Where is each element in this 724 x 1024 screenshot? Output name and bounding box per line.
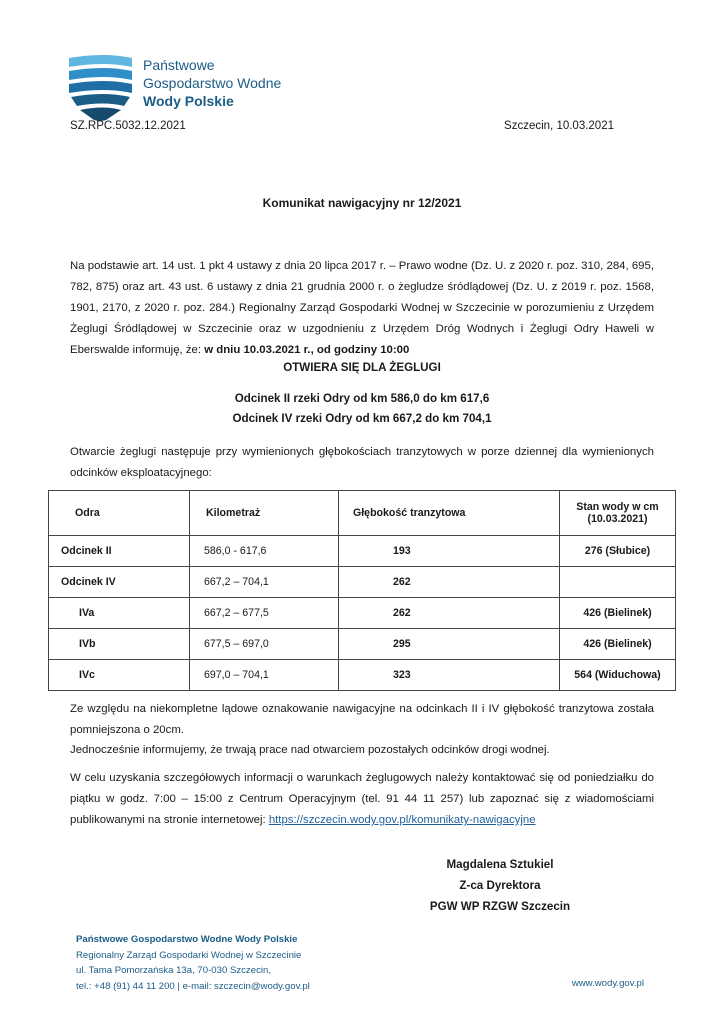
logo-wordmark — [143, 56, 281, 110]
footer-address — [76, 932, 310, 994]
signature-block — [380, 854, 620, 917]
section-line-2: Odcinek IV rzeki Odry od km 667,2 do km 704,1 — [232, 412, 492, 425]
footer-line: Regionalny Zarząd Gospodarki Wodnej w Szczecinie — [76, 949, 302, 961]
cell-section: Odcinek IV — [49, 567, 190, 598]
section-line-1: Odcinek II rzeki Odry od km 586,0 do km 617,6 — [234, 392, 490, 405]
header-cell: Głębokość tranzytowa — [339, 491, 560, 536]
intro-bold: w dniu 10.03.2021 r., od godziny 10:00 — [204, 344, 410, 356]
document-title: Komunikat nawigacyjny nr 12/2021 — [262, 196, 462, 210]
note-paragraph: Ze względu na niekompletne lądowe oznakowanie nawigacyjne na odcinkach II i IV głębokość tranzytowa została pomniejszona o 20cm. — [70, 703, 654, 736]
contact-paragraph — [70, 768, 654, 831]
signatory-role: Z-ca Dyrektora — [459, 879, 541, 892]
cell-water: 426 (Bielinek) — [560, 629, 676, 660]
footer-line: tel.: +48 (91) 44 11 200 | e-mail: szczecin@wody.gov.pl — [76, 980, 310, 992]
header-cell: Stan wody w cm (10.03.2021) — [560, 491, 676, 536]
footer-line: ul. Tama Pomorzańska 13a, 70-030 Szczecin, — [76, 965, 271, 976]
cell-km: 667,2 – 704,1 — [190, 567, 339, 598]
opening-heading: OTWIERA SIĘ DLA ŻEGLUGI — [283, 361, 441, 374]
signatory-unit: PGW WP RZGW Szczecin — [429, 900, 571, 913]
cell-depth: 193 — [339, 536, 560, 567]
cell-km: 697,0 – 704,1 — [190, 660, 339, 691]
cell-km: 586,0 - 617,6 — [190, 536, 339, 567]
place-date: Szczecin, 10.03.2021 — [504, 120, 614, 132]
cell-section: IVa — [49, 598, 190, 629]
notices-link[interactable]: https://szczecin.wody.gov.pl/komunikaty-nawigacyjne — [268, 814, 536, 826]
cell-section: Odcinek II — [49, 536, 190, 567]
intro-text: Na podstawie art. 14 ust. 1 pkt 4 ustawy z dnia 20 lipca 2017 r. – Prawo wodne (Dz. U. z 2020 r. poz. 310, 284, 695, 782, 875) oraz art. 43 ust. 6 ustawy z dnia 21 grudnia 2000 r. o żegludze śródlądowej (Dz. U. z 2019 r. poz. 1568, 1901, 2170, z 2020 r. poz. 284.) Regionalny Zarząd Gospodarki Wodnej w Szczecinie w porozumieniu z Urzędem Żeglugi Śródlądowej w Szczecinie oraz w uzgodnieniu z Urzędem Dróg Wodnych i Żeglugi Odry Haweli w Eberswalde informuję, że: — [70, 260, 654, 356]
opening-paragraph: Otwarcie żeglugi następuje przy wymienionych głębokościach tranzytowych w porze dziennej dla wymienionych odcinków eksploatacyjnego: — [70, 446, 654, 479]
footer-website[interactable]: www.wody.gov.pl — [571, 978, 644, 989]
cell-section: IVb — [49, 629, 190, 660]
cell-water: 564 (Widuchowa) — [560, 660, 676, 691]
logo-line-2: Gospodarstwo Wodne — [143, 75, 282, 91]
table-row — [49, 567, 676, 598]
cell-water: 276 (Słubice) — [560, 536, 676, 567]
table-row — [49, 598, 676, 629]
header-cell: Kilometraż — [190, 491, 339, 536]
table-header-row — [49, 491, 676, 536]
logo-line-3: Wody Polskie — [143, 93, 234, 109]
cell-km: 667,2 – 677,5 — [190, 598, 339, 629]
works-paragraph: Jednocześnie informujemy, że trwają prace nad otwarciem pozostałych odcinków drogi wodnej. — [70, 744, 550, 756]
reference-number: SZ.RPC.5032.12.2021 — [70, 120, 186, 132]
cell-depth: 295 — [339, 629, 560, 660]
intro-paragraph — [70, 256, 654, 361]
depth-table — [48, 490, 676, 691]
cell-depth: 262 — [339, 567, 560, 598]
cell-depth: 262 — [339, 598, 560, 629]
table-row — [49, 536, 676, 567]
cell-water — [560, 567, 676, 598]
cell-water: 426 (Bielinek) — [560, 598, 676, 629]
table-row — [49, 660, 676, 691]
cell-depth: 323 — [339, 660, 560, 691]
table-row — [49, 629, 676, 660]
footer-org: Państwowe Gospodarstwo Wodne Wody Polskie — [76, 934, 298, 945]
cell-km: 677,5 – 697,0 — [190, 629, 339, 660]
header-cell: Odra — [49, 491, 190, 536]
signatory-name: Magdalena Sztukiel — [446, 858, 554, 871]
logo-line-1: Państwowe — [143, 57, 215, 73]
contact-text: W celu uzyskania szczegółowych informacji o warunkach żeglugowych należy kontaktować się od poniedziałku do piątku w godz. 7:00 – 15:00 z Centrum Operacyjnym (tel. 91 44 11 257) lub zapoznać się z wiadomościami publikowanymi na stronie internetowej: — [70, 772, 654, 826]
cell-section: IVc — [49, 660, 190, 691]
